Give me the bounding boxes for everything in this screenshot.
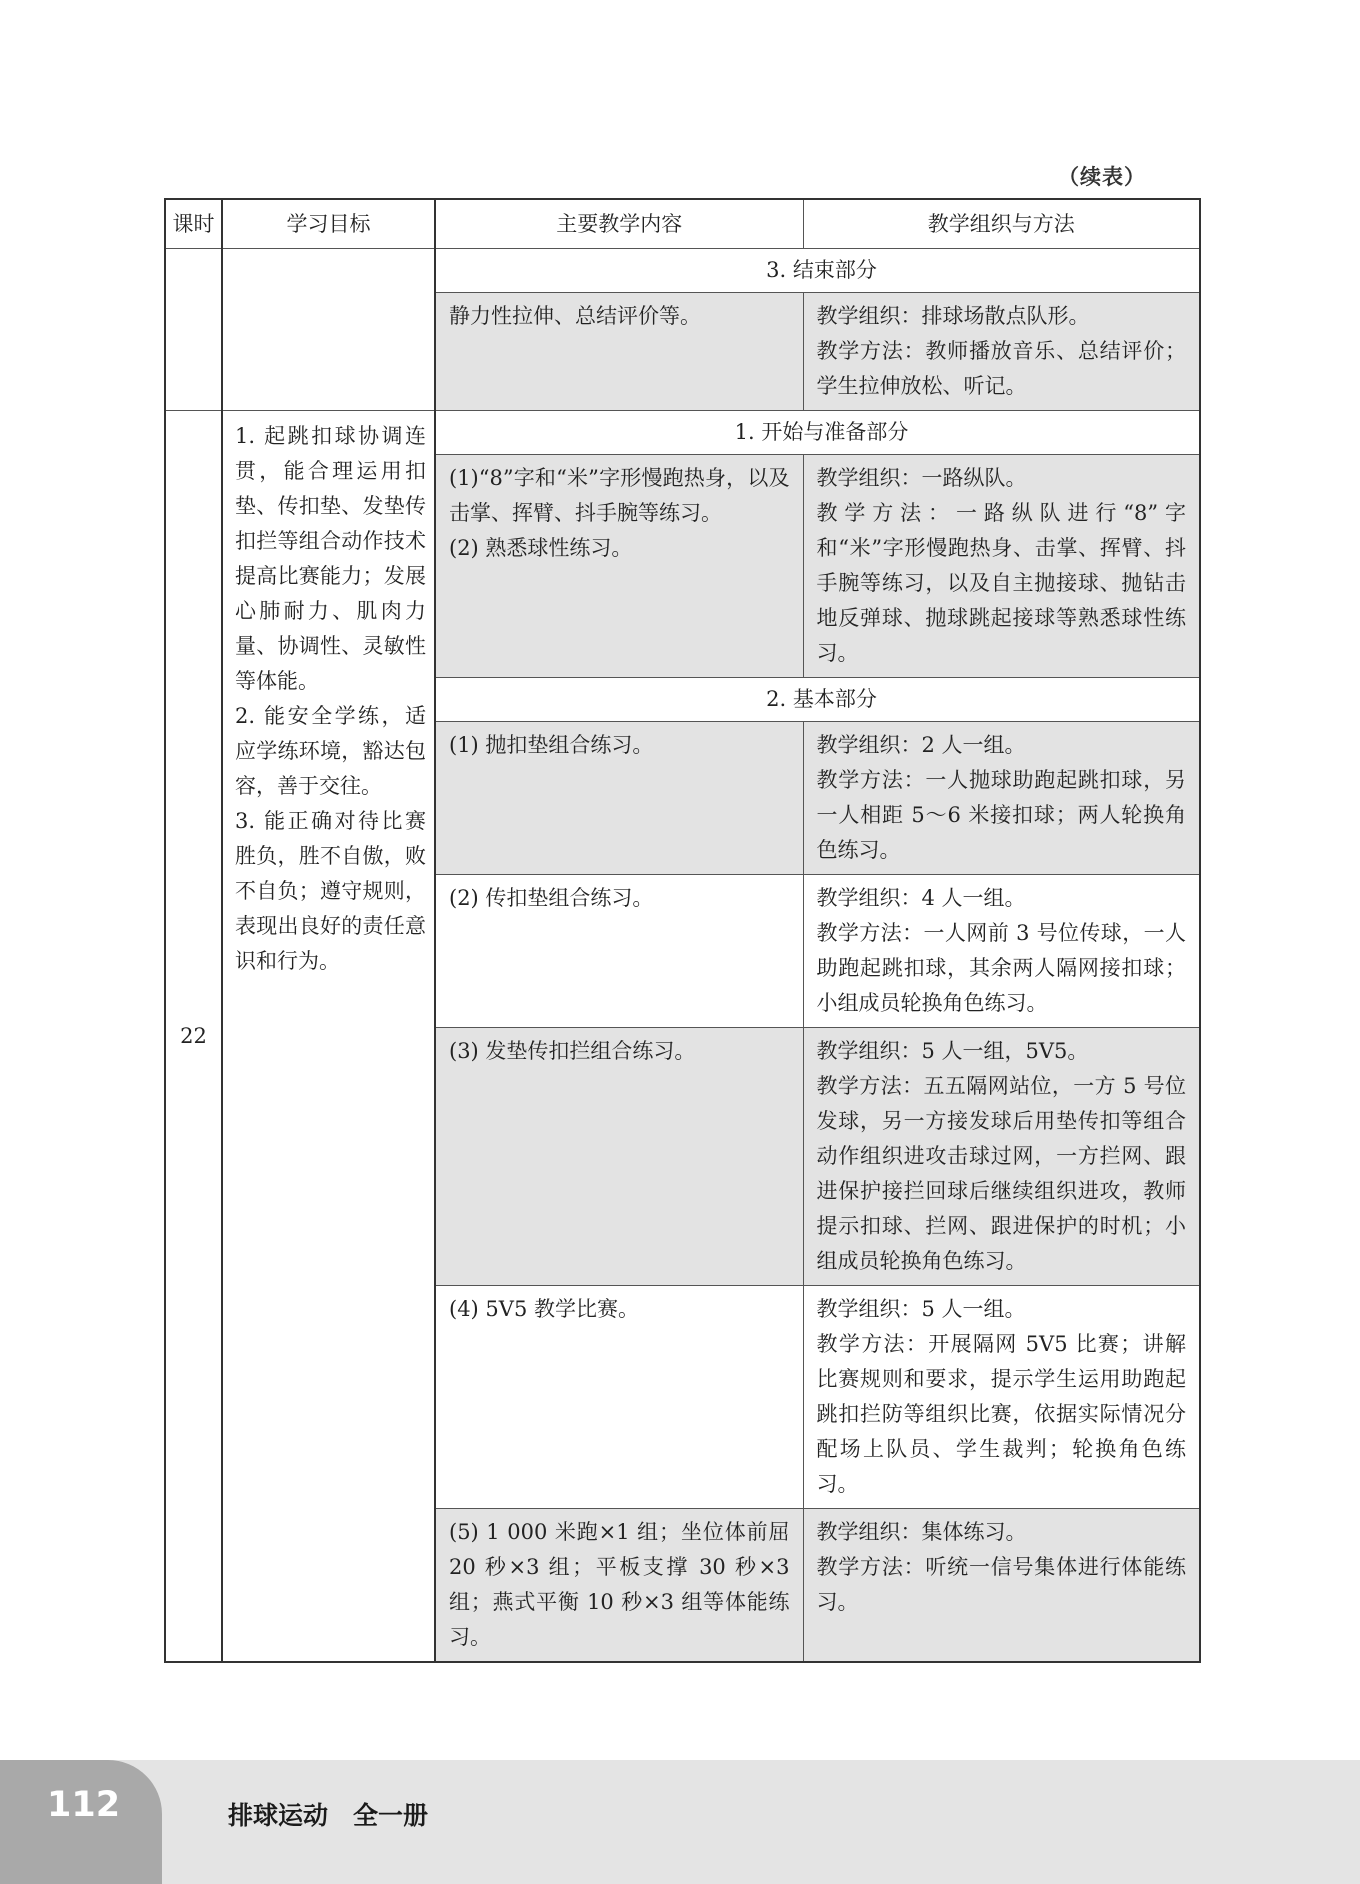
section-title-start: 1. 开始与准备部分 — [435, 411, 1200, 455]
content-line: (4) 5V5 教学比赛。 — [449, 1297, 639, 1321]
goal-item: 1. 起跳扣球协调连贯，能合理运用扣垫、传扣垫、发垫传扣拦等组合动作技术提高比赛能力；发展心肺耐力、肌肉力量、协调性、灵敏性等体能。 — [235, 424, 426, 693]
content-cell — [435, 455, 803, 678]
content-line: (2) 熟悉球性练习。 — [449, 536, 633, 560]
method-approach: 教学方法：听统一信号集体进行体能练习。 — [816, 1555, 1186, 1614]
method-cell — [803, 1286, 1200, 1509]
method-cell — [803, 722, 1200, 875]
learning-goals — [222, 411, 435, 1663]
content-cell — [435, 1509, 803, 1663]
method-approach: 教学方法：教师播放音乐、总结评价；学生拉伸放松、听记。 — [816, 339, 1186, 398]
header-lesson: 课时 — [165, 199, 222, 249]
table-header-row — [165, 199, 1200, 249]
lesson-plan-table — [164, 198, 1201, 1663]
method-organization: 教学组织：4 人一组。 — [816, 886, 1026, 910]
lesson-number: 22 — [165, 411, 222, 1663]
footer-band — [0, 1760, 1360, 1884]
section-row — [165, 411, 1200, 455]
lesson-cell-empty — [165, 249, 222, 411]
section-title-end: 3. 结束部分 — [435, 249, 1200, 293]
method-cell — [803, 455, 1200, 678]
content-cell: 静力性拉伸、总结评价等。 — [435, 293, 803, 411]
method-approach: 教学方法：五五隔网站位，一方 5 号位发球，另一方接发球后用垫传扣等组合动作组织进攻击球过网，一方拦网、跟进保护接拦回球后继续组织进攻，教师提示扣球、拦网、跟进保护的时机；小组成员轮换角色练习。 — [816, 1074, 1186, 1273]
header-content: 主要教学内容 — [435, 199, 803, 249]
method-approach: 教学方法：一人抛球助跑起跳扣球，另一人相距 5～6 米接扣球；两人轮换角色练习。 — [816, 768, 1186, 862]
method-organization: 教学组织：集体练习。 — [816, 1520, 1027, 1544]
content-cell — [435, 1286, 803, 1509]
method-organization: 教学组织：一路纵队。 — [816, 466, 1027, 490]
page-number: 112 — [47, 1785, 121, 1825]
method-cell — [803, 875, 1200, 1028]
content-line: (2) 传扣垫组合练习。 — [449, 886, 654, 910]
method-cell — [803, 293, 1200, 411]
content-cell — [435, 875, 803, 1028]
section-title-basic: 2. 基本部分 — [435, 678, 1200, 722]
book-title: 排球运动 全一册 — [228, 1801, 429, 1830]
section-row — [165, 249, 1200, 293]
method-approach: 教学方法：一人网前 3 号位传球，一人助跑起跳扣球，其余两人隔网接扣球；小组成员轮换角色练习。 — [816, 921, 1186, 1015]
content-cell — [435, 1028, 803, 1286]
content-line: (1) 抛扣垫组合练习。 — [449, 733, 654, 757]
header-goals: 学习目标 — [222, 199, 435, 249]
content-line: (1)“8”字和“米”字形慢跑热身，以及击掌、挥臂、抖手腕等练习。 — [449, 466, 790, 525]
method-organization: 教学组织：2 人一组。 — [816, 733, 1026, 757]
header-method: 教学组织与方法 — [803, 199, 1200, 249]
goal-item: 2. 能安全学练，适应学练环境，豁达包容，善于交往。 — [235, 704, 426, 798]
content-cell — [435, 722, 803, 875]
goal-item: 3. 能正确对待比赛胜负，胜不自傲，败不自负；遵守规则，表现出良好的责任意识和行为。 — [235, 809, 426, 973]
method-organization: 教学组织：5 人一组。 — [816, 1297, 1026, 1321]
method-cell — [803, 1509, 1200, 1663]
content-line: (5) 1 000 米跑×1 组；坐位体前屈 20 秒×3 组；平板支撑 30 秒×3 组；燕式平衡 10 秒×3 组等体能练习。 — [449, 1520, 790, 1649]
method-approach: 教学方法：开展隔网 5V5 比赛；讲解比赛规则和要求，提示学生运用助跑起跳扣拦防等组织比赛，依据实际情况分配场上队员、学生裁判；轮换角色练习。 — [816, 1332, 1186, 1496]
method-approach: 教学方法：一路纵队进行“8”字和“米”字形慢跑热身、击掌、挥臂、抖手腕等练习，以及自主抛接球、抛钻击地反弹球、抛球跳起接球等熟悉球性练习。 — [816, 501, 1186, 665]
continued-label: （续表） — [1058, 165, 1146, 189]
method-cell — [803, 1028, 1200, 1286]
method-organization: 教学组织：5 人一组，5V5。 — [816, 1039, 1089, 1063]
goals-cell-empty — [222, 249, 435, 411]
content-line: (3) 发垫传扣拦组合练习。 — [449, 1039, 696, 1063]
method-organization: 教学组织：排球场散点队形。 — [816, 304, 1090, 328]
